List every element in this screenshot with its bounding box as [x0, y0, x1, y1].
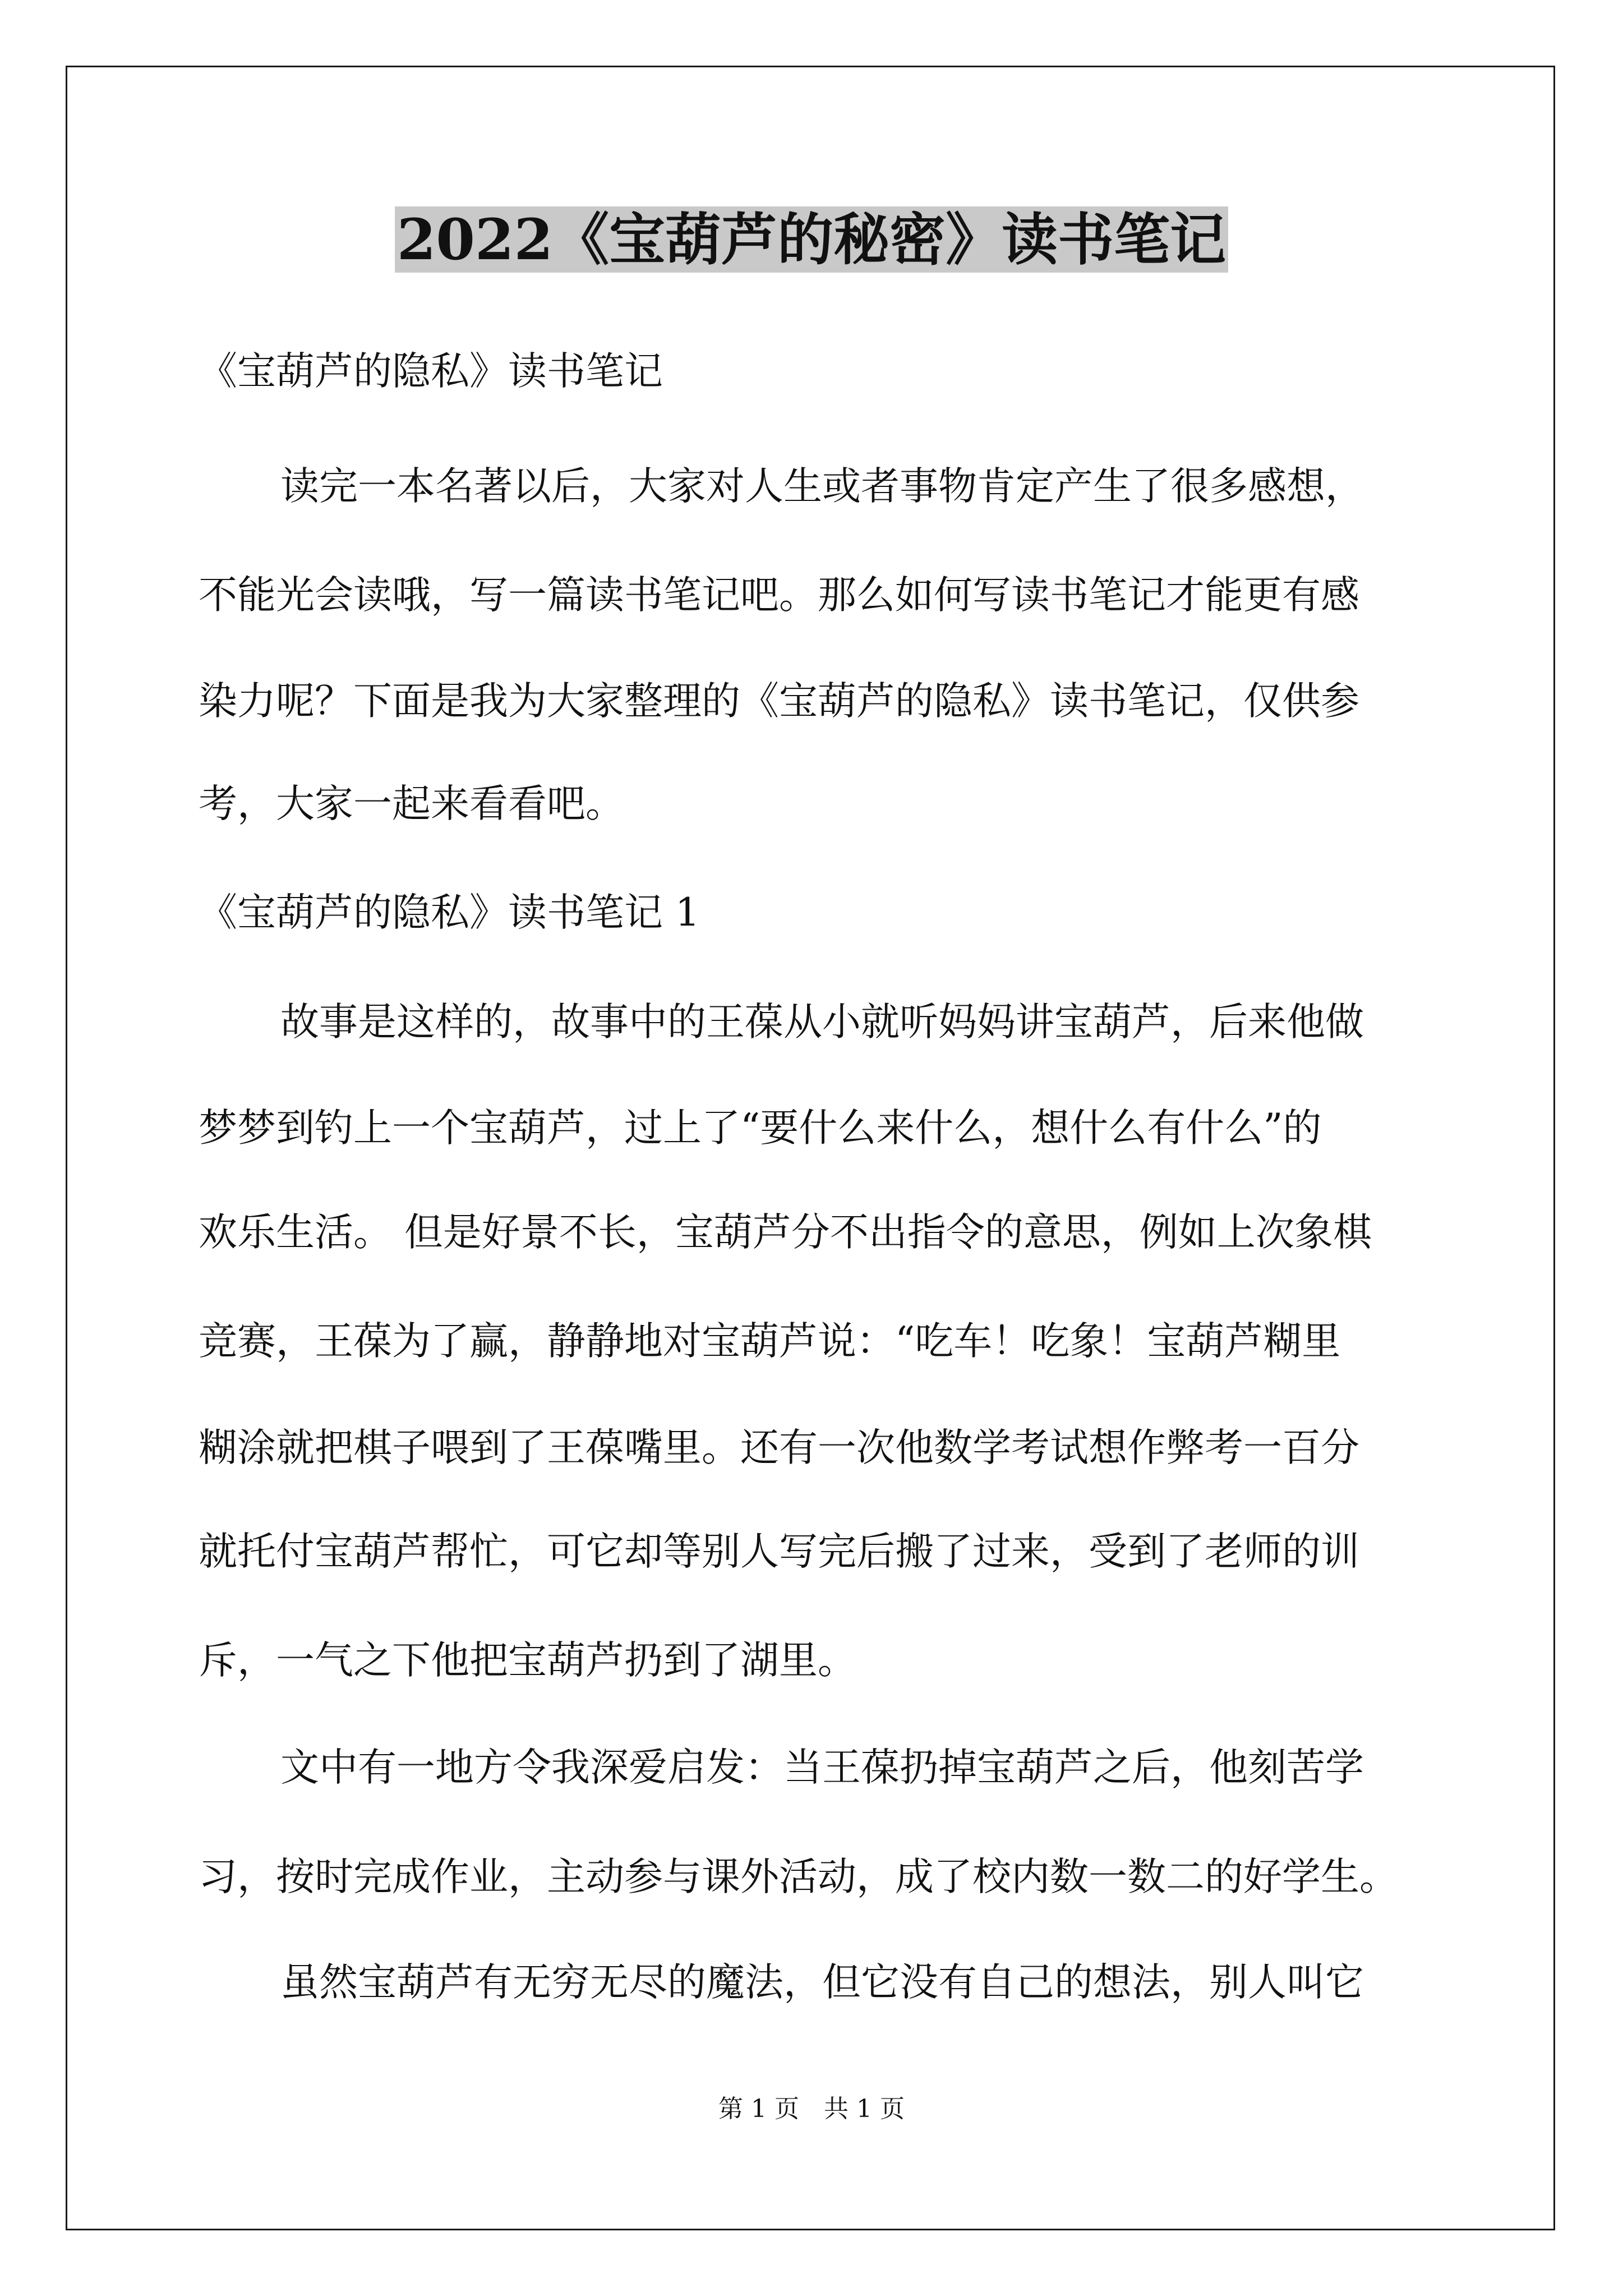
paragraph-line: 不能光会读哦，写一篇读书笔记吧。那么如何写读书笔记才能更有感	[199, 573, 1359, 618]
paragraph-line: 斥，一气之下他把宝葫芦扔到了湖里。	[199, 1638, 856, 1683]
paragraph-line: 竞赛，王葆为了赢，静静地对宝葫芦说：“吃车！吃象！宝葫芦糊里	[199, 1319, 1341, 1364]
paragraph-line: 故事是这样的，故事中的王葆从小就听妈妈讲宝葫芦，后来他做	[280, 1000, 1364, 1045]
section-heading: 《宝葫芦的隐私》读书笔记 1	[199, 890, 700, 935]
paragraph-line: 染力呢？下面是我为大家整理的《宝葫芦的隐私》读书笔记，仅供参	[199, 679, 1359, 724]
paragraph-line: 糊涂就把棋子喂到了王葆嘴里。还有一次他数学考试想作弊考一百分	[199, 1425, 1359, 1470]
paragraph-line: 文中有一地方令我深爱启发：当王葆扔掉宝葫芦之后，他刻苦学	[280, 1745, 1364, 1790]
paragraph-line: 考，大家一起来看看吧。	[199, 781, 624, 826]
subtitle-heading: 《宝葫芦的隐私》读书笔记	[199, 349, 663, 394]
page-footer: 第 1 页 共 1 页	[718, 2095, 905, 2123]
paragraph-line: 就托付宝葫芦帮忙，可它却等别人写完后搬了过来，受到了老师的训	[199, 1529, 1359, 1574]
document-title: 2022《宝葫芦的秘密》读书笔记	[0, 197, 1623, 282]
paragraph-line: 梦梦到钓上一个宝葫芦，过上了“要什么来什么，想什么有什么”的	[199, 1106, 1322, 1151]
paragraph-line: 读完一本名著以后，大家对人生或者事物肯定产生了很多感想，	[280, 464, 1364, 509]
paragraph-line: 习，按时完成作业，主动参与课外活动，成了校内数一数二的好学生。	[199, 1855, 1398, 1899]
paragraph-line: 虽然宝葫芦有无穷无尽的魔法，但它没有自己的想法，别人叫它	[280, 1960, 1364, 2005]
paragraph-line: 欢乐生活。 但是好景不长，宝葫芦分不出指令的意思，例如上次象棋	[199, 1210, 1372, 1255]
